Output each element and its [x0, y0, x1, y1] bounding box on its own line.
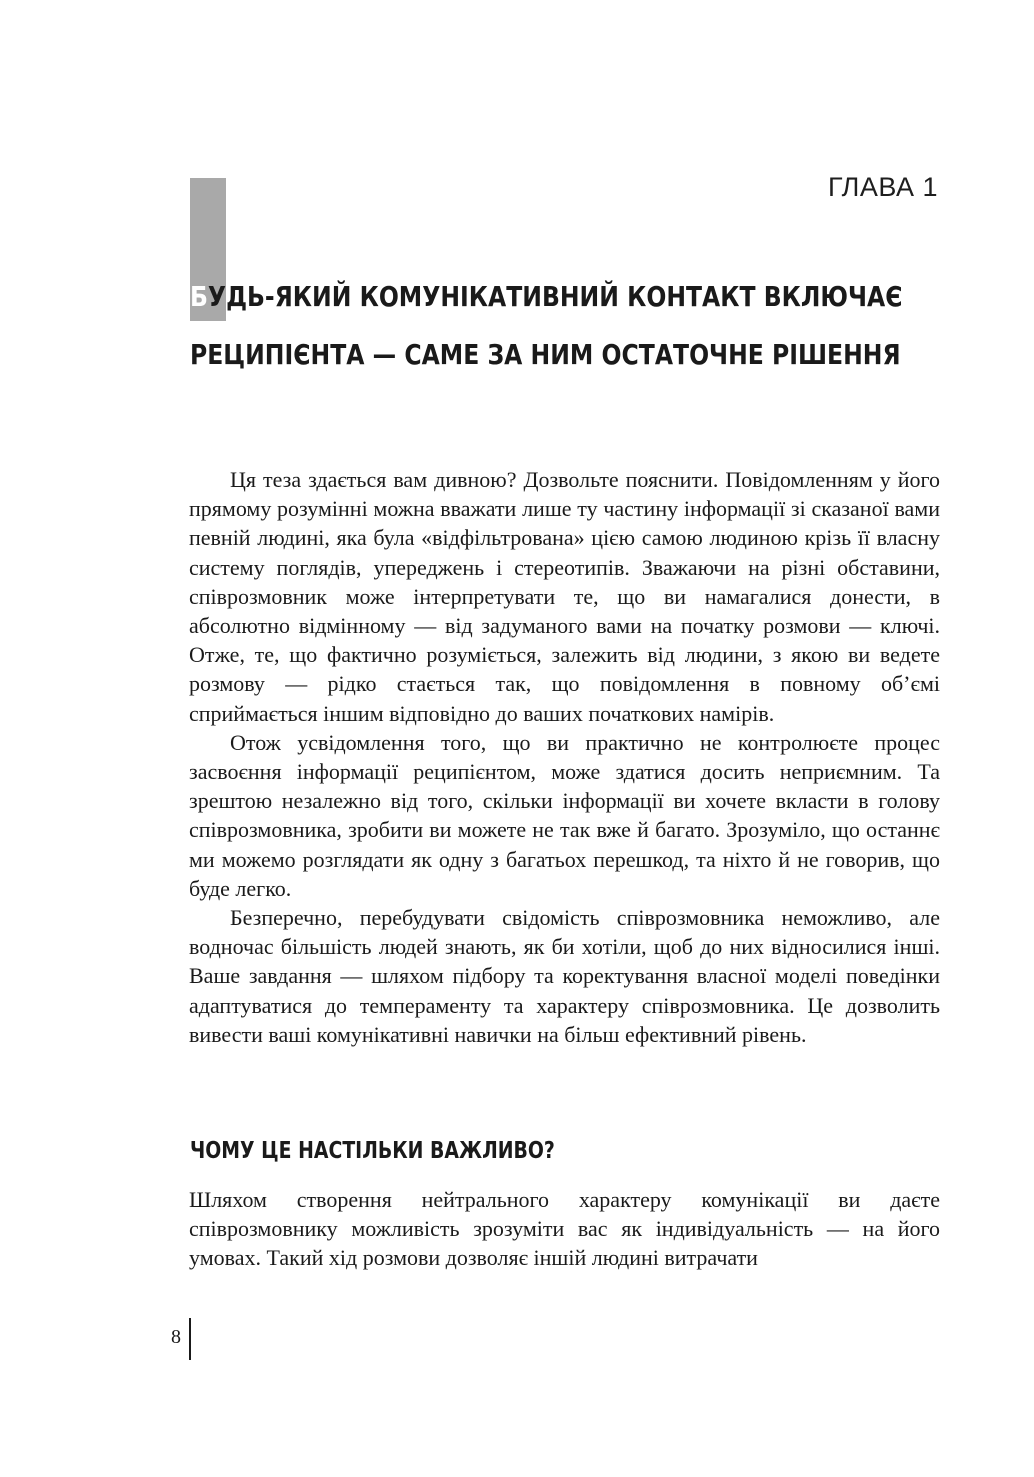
title-line-1-text: УДЬ-ЯКИЙ КОМУНІКАТИВНИЙ КОНТАКТ ВКЛЮЧАЄ [207, 280, 903, 313]
page-number-rule [189, 1318, 191, 1360]
section-body [189, 1185, 940, 1273]
chapter-title [190, 268, 903, 384]
title-line-2: РЕЦИПІЄНТА — САМЕ ЗА НИМ ОСТАТОЧНЕ РІШЕННЯ [190, 338, 901, 371]
body-text [189, 465, 940, 1049]
section-heading: ЧОМУ ЦЕ НАСТІЛЬКИ ВАЖЛИВО? [190, 1138, 555, 1164]
section-paragraph: Шляхом створення нейтрального характеру комунікації ви даєте співрозмовнику можливість зрозуміти вас як індивідуальність — на його умовах. Такий хід розмови дозволяє іншій людині витрачати [189, 1187, 940, 1271]
paragraph-1: Ця теза здається вам дивною? Дозвольте пояснити. Повідомленням у його прямому розумінні можна вважати лише ту частину інформації зі сказаної вами певній людині, яка була «відфільтрована» цією самою людиною крізь її власну систему поглядів, упереджень і стереотипів. Зважаючи на різні обставини, співрозмовник може інтерпретувати те, що ви намагалися донести, в абсолютно відмінному — від задуманого вами на початку розмови — ключі. Отже, те, що фактично розуміється, залежить від людини, з якою ви ведете розмову — рідко стається так, що повідомлення в повному об’ємі сприймається іншим відповідно до ваших початкових намірів. [189, 467, 940, 726]
drop-cap: Б [190, 280, 208, 313]
paragraph-2: Отож усвідомлення того, що ви практично не контролюєте процес засвоєння інформації реципієнтом, може здатися досить неприємним. Та зрештою незалежно від того, скільки інформації ви хочете вкласти в голову співрозмовника, зробити ви можете не так вже й багато. Зрозуміло, що останнє ми можемо розглядати як одну з багатьох перешкод, та ніхто й не говорив, що буде легко. [189, 729, 940, 901]
page-number: 8 [171, 1326, 181, 1348]
chapter-label: ГЛАВА 1 [828, 172, 938, 202]
paragraph-3: Безперечно, перебудувати свідомість співрозмовника неможливо, але водночас більшість людей знають, як би хотіли, щоб до них відносилися інші. Ваше завдання — шляхом підбору та коректування власної моделі поведінки адаптуватися до темпераменту та характеру співрозмовника. Це дозволить вивести ваші комунікативні навички на більш ефективний рівень. [189, 905, 940, 1047]
title-line-1 [190, 268, 903, 326]
